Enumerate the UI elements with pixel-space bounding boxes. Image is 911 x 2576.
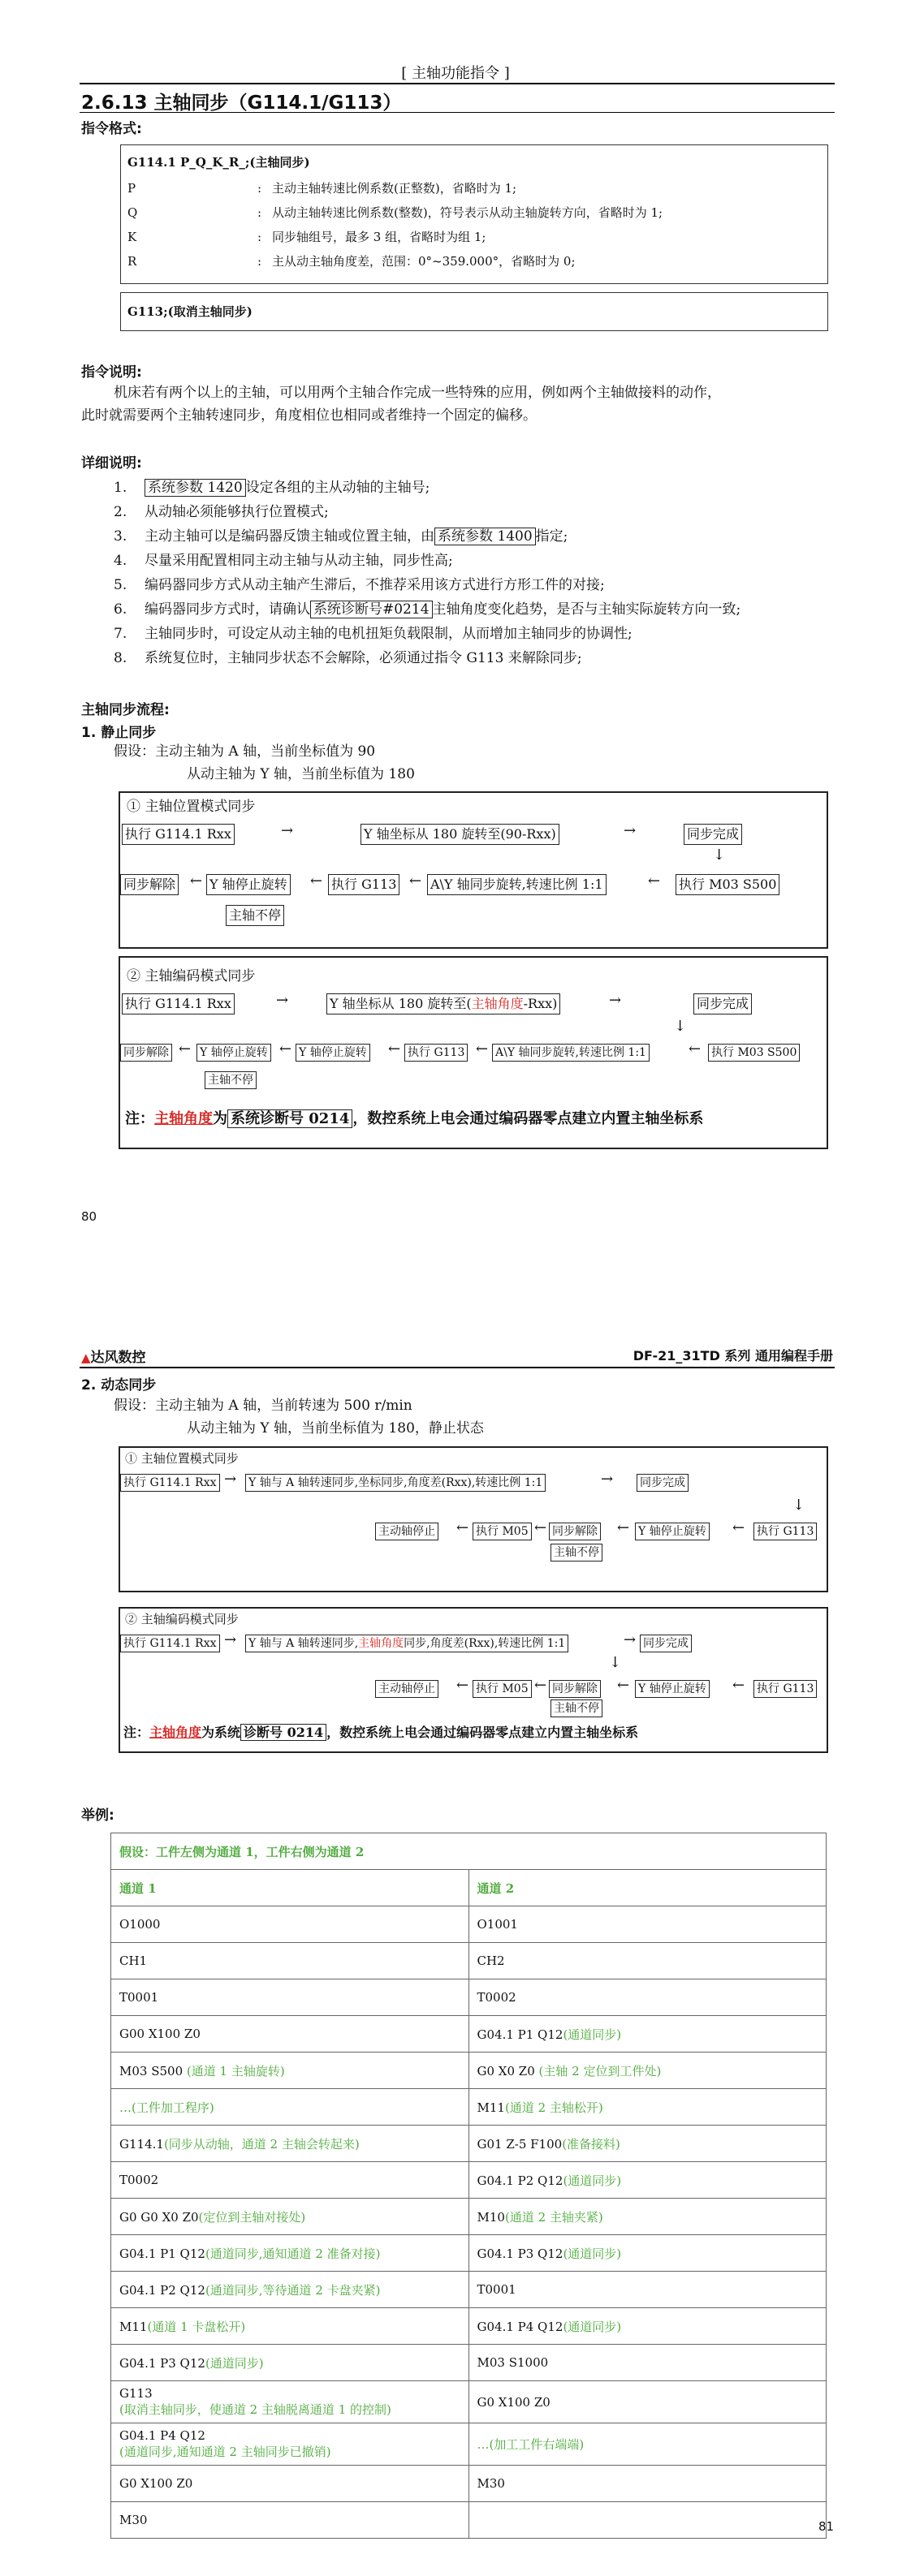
- table-cell: T0001: [111, 1979, 469, 2016]
- arrow-right-icon: →: [609, 992, 622, 1009]
- flow-label: 主轴同步流程:: [81, 702, 170, 718]
- flow-step: 同步完成: [693, 993, 752, 1014]
- desc-text-1: 机床若有两个以上的主轴，可以用两个主轴合作完成一些特殊的应用，例如两个主轴做接料的动作，: [114, 385, 721, 401]
- flow-step: A\Y 轴同步旋转,转速比例 1:1: [492, 1044, 650, 1062]
- table-cell: O1000: [111, 1906, 469, 1943]
- flow-step: 主动轴停止: [375, 1680, 438, 1698]
- format-box: [120, 144, 828, 284]
- flow-step: 同步完成: [640, 1635, 692, 1652]
- table-row: [111, 2089, 827, 2126]
- flow-step: 执行 G114.1 Rxx: [122, 824, 235, 845]
- table-cell: M30: [468, 2466, 827, 2502]
- static-assume-2: 从动主轴为 Y 轴，当前坐标值为 180: [187, 766, 415, 782]
- table-cell: T0002: [111, 2162, 469, 2199]
- table-row: [111, 2199, 827, 2235]
- column-header: 通道 1: [111, 1870, 469, 1906]
- list-item: 7. 主轴同步时，可设定从动主轴的电机扭矩负载限制，从而增加主轴同步的协调性;: [114, 626, 633, 642]
- flow-note: 主轴不停: [226, 905, 284, 926]
- flow-title: ① 主轴位置模式同步: [125, 1451, 239, 1466]
- flow-step: 执行 G113: [328, 874, 399, 895]
- flow-note: 主轴不停: [550, 1544, 602, 1562]
- flow-step: 主动轴停止: [375, 1523, 438, 1540]
- table-cell: G04.1 P1 Q12(通道同步,通知通道 2 准备对接): [111, 2235, 469, 2272]
- table-row: [111, 2466, 827, 2502]
- list-item: 4. 尽量采用配置相同主动主轴与从动主轴，同步性高;: [114, 553, 453, 569]
- flow-step: Y 轴与 A 轴转速同步,主轴角度同步,角度差(Rxx),转速比例 1:1: [245, 1635, 568, 1652]
- arrow-left-icon: ←: [179, 1040, 192, 1058]
- chapter-header: [ 主轴功能指令 ]: [401, 65, 510, 82]
- arrow-left-icon: ←: [190, 872, 203, 890]
- example-label: 举例:: [81, 1807, 114, 1824]
- flow-step: Y 轴坐标从 180 旋转至(90-Rxx): [361, 824, 559, 845]
- table-cell: G04.1 P1 Q12(通道同步): [468, 2016, 827, 2053]
- table-cell: G04.1 P3 Q12(通道同步): [468, 2235, 827, 2272]
- manual-title: DF-21_31TD 系列 通用编程手册: [633, 1348, 833, 1363]
- flow-step: 执行 M03 S500: [676, 874, 779, 895]
- flow-step: 同步完成: [637, 1474, 689, 1492]
- arrow-left-icon: ←: [732, 1677, 745, 1694]
- arrow-left-icon: ←: [456, 1677, 469, 1694]
- format-row-r: R : 主从动主轴角度差，范围：0°~359.000°，省略时为 0;: [127, 254, 576, 269]
- flow-step: Y 轴停止旋转: [206, 874, 291, 895]
- table-row: [111, 2126, 827, 2162]
- arrow-left-icon: ←: [617, 1519, 630, 1536]
- list-item: 2. 从动轴必须能够执行位置模式;: [114, 504, 329, 520]
- page-number: 81: [818, 2519, 835, 2534]
- table-row: [111, 2053, 827, 2089]
- flow-step: 执行 G114.1 Rxx: [122, 993, 235, 1014]
- arrow-right-icon: →: [601, 1471, 614, 1488]
- table-cell: [468, 2502, 827, 2539]
- header-rule: [80, 1367, 835, 1368]
- flow-dyn-encoder-mode: [119, 1607, 828, 1753]
- table-cell: G04.1 P2 Q12(通道同步,等待通道 2 卡盘夹紧): [111, 2272, 469, 2308]
- desc-text-2: 此时就需要两个主轴转速同步，角度相位也相同或者维持一个固定的偏移。: [81, 407, 537, 424]
- detail-label: 详细说明:: [81, 455, 142, 472]
- table-cell: G0 G0 X0 Z0(定位到主轴对接处): [111, 2199, 469, 2235]
- flow-title: ② 主轴编码模式同步: [127, 968, 256, 984]
- flow-step: 执行 G113: [404, 1044, 468, 1062]
- arrow-left-icon: ←: [279, 1040, 292, 1058]
- list-item: 8. 系统复位时，主轴同步状态不会解除，必须通过指令 G113 来解除同步;: [114, 650, 582, 666]
- cancel-box: [120, 292, 828, 331]
- list-item: 5. 编码器同步方式从动主轴产生滞后，不推荐采用该方式进行方形工件的对接;: [114, 577, 605, 593]
- desc-label: 指令说明:: [81, 364, 142, 381]
- flow-step: 执行 M03 S500: [708, 1044, 800, 1062]
- flow-note: 主轴不停: [550, 1699, 602, 1717]
- flow-step: 执行 G113: [753, 1523, 817, 1540]
- flow-dyn-position-mode: [119, 1446, 828, 1592]
- arrow-right-icon: →: [224, 1471, 237, 1488]
- flow-encoder-mode: [119, 956, 828, 1149]
- arrow-left-icon: ←: [310, 872, 323, 890]
- brand-logo: ▲达风数控: [81, 1350, 146, 1366]
- table-row: [111, 2016, 827, 2053]
- arrow-down-icon: ↓: [609, 1654, 622, 1671]
- arrow-down-icon: ↓: [674, 1018, 687, 1035]
- flow-step: 执行 G114.1 Rxx: [120, 1635, 220, 1652]
- list-item: 6. 编码器同步方式时，请确认 系统诊断号#0214 主轴角度变化趋势，是否与主轴实际旋转方向一致;: [114, 601, 741, 618]
- arrow-down-icon: ↓: [792, 1497, 805, 1514]
- table-cell: G113 (取消主轴同步，使通道 2 主轴脱离通道 1 的控制): [111, 2381, 469, 2423]
- flow-step: 执行 M05: [473, 1680, 532, 1698]
- dyn-assume-1: 假设：主动主轴为 A 轴，当前转速为 500 r/min: [114, 1398, 412, 1414]
- flow-step: Y 轴坐标从 180 旋转至(主轴角度-Rxx): [326, 993, 560, 1014]
- table-row: [111, 2502, 827, 2539]
- triangle-logo-icon: ▲: [81, 1350, 91, 1365]
- arrow-left-icon: ←: [732, 1519, 745, 1536]
- dynamic-sync-label: 2. 动态同步: [81, 1377, 157, 1394]
- cancel-text: G113;(取消主轴同步): [127, 304, 253, 319]
- table-cell: G04.1 P2 Q12(通道同步): [468, 2162, 827, 2199]
- arrow-left-icon: ←: [617, 1677, 630, 1694]
- flow-step: 同步完成: [684, 824, 742, 845]
- table-row: [111, 2272, 827, 2308]
- list-item: 3. 主动主轴可以是编码器反馈主轴或位置主轴，由 系统参数 1400 指定;: [114, 528, 568, 545]
- list-item: 1. 系统参数 1420 设定各组的主从动轴的主轴号;: [114, 480, 430, 496]
- section-title: 2.6.13 主轴同步（G114.1/G113）: [81, 93, 402, 114]
- static-sync-label: 1. 静止同步: [81, 725, 157, 741]
- flow-step: 执行 G114.1 Rxx: [120, 1474, 220, 1492]
- flow-footnote: 注：主轴角度为系统 诊断号 0214 ，数控系统上电会通过编码器零点建立内置主轴坐标系: [123, 1725, 639, 1740]
- flow-step: 同步解除: [120, 1044, 172, 1062]
- arrow-left-icon: ←: [689, 1040, 702, 1058]
- table-header: 假设：工件左侧为通道 1，工件右侧为通道 2: [111, 1833, 827, 1870]
- table-cell: G114.1(同步从动轴，通道 2 主轴会转起来): [111, 2126, 469, 2162]
- flow-step: 同步解除: [549, 1523, 601, 1540]
- arrow-left-icon: ←: [476, 1040, 489, 1058]
- flow-title: ② 主轴编码模式同步: [125, 1612, 239, 1626]
- table-row: [111, 2235, 827, 2272]
- table-cell: T0002: [468, 1979, 827, 2016]
- format-row-q: Q : 从动主轴转速比例系数(整数)，符号表示从动主轴旋转方向，省略时为 1;: [127, 205, 663, 220]
- column-header: 通道 2: [468, 1870, 827, 1906]
- table-cell: M03 S1000: [468, 2345, 827, 2381]
- table-cell: O1001: [468, 1906, 827, 1943]
- flow-step: 同步解除: [120, 874, 179, 895]
- flow-step: 执行 G113: [753, 1680, 817, 1698]
- table-cell: G0 X0 Z0 (主轴 2 定位到工件处): [468, 2053, 827, 2089]
- flow-footnote: 注：主轴角度为 系统诊断号 0214 ，数控系统上电会通过编码器零点建立内置主轴坐标系: [125, 1110, 704, 1127]
- flow-note: 主轴不停: [205, 1071, 257, 1089]
- arrow-left-icon: ←: [534, 1677, 547, 1694]
- arrow-right-icon: →: [624, 1631, 637, 1648]
- table-cell: M03 S500 (通道 1 主轴旋转): [111, 2053, 469, 2089]
- arrow-right-icon: →: [276, 992, 289, 1009]
- format-title: G114.1 P_Q_K_R_;(主轴同步): [127, 155, 310, 170]
- arrow-left-icon: ←: [648, 872, 661, 890]
- arrow-right-icon: →: [624, 822, 637, 839]
- table-cell: M11(通道 2 主轴松开): [468, 2089, 827, 2126]
- table-cell: G04.1 P3 Q12(通道同步): [111, 2345, 469, 2381]
- arrow-down-icon: ↓: [713, 846, 726, 864]
- flow-step: Y 轴停止旋转: [296, 1044, 370, 1062]
- example-table: [110, 1833, 827, 2539]
- table-cell: T0001: [468, 2272, 827, 2308]
- table-row: [111, 2423, 827, 2466]
- header-rule: [80, 83, 835, 84]
- flow-step: Y 轴与 A 轴转速同步,坐标同步,角度差(Rxx),转速比例 1:1: [245, 1474, 546, 1492]
- table-row: [111, 1979, 827, 2016]
- arrow-right-icon: →: [224, 1631, 237, 1648]
- arrow-left-icon: ←: [534, 1519, 547, 1536]
- dyn-assume-2: 从动主轴为 Y 轴，当前坐标值为 180，静止状态: [187, 1420, 484, 1437]
- table-cell: …(工件加工程序): [111, 2089, 469, 2126]
- table-cell: G00 X100 Z0: [111, 2016, 469, 2053]
- table-cell: G0 X100 Z0: [111, 2466, 469, 2502]
- flow-step: Y 轴停止旋转: [196, 1044, 271, 1062]
- table-cell: G01 Z-5 F100(准备接料): [468, 2126, 827, 2162]
- table-row: [111, 2162, 827, 2199]
- flow-step: Y 轴停止旋转: [635, 1680, 710, 1698]
- flow-position-mode: [119, 791, 828, 949]
- static-assume-1: 假设：主动主轴为 A 轴，当前坐标值为 90: [114, 743, 376, 760]
- arrow-left-icon: ←: [456, 1519, 469, 1536]
- flow-title: ① 主轴位置模式同步: [127, 799, 256, 815]
- table-cell: CH1: [111, 1943, 469, 1979]
- format-row-k: K : 同步轴组号，最多 3 组，省略时为组 1;: [127, 230, 486, 244]
- format-row-p: P : 主动主轴转速比例系数(正整数)，省略时为 1;: [127, 181, 517, 196]
- table-cell: M11(通道 1 卡盘松开): [111, 2308, 469, 2345]
- table-cell: M30: [111, 2502, 469, 2539]
- flow-step: 同步解除: [549, 1680, 601, 1698]
- arrow-left-icon: ←: [409, 872, 422, 890]
- table-row: [111, 2345, 827, 2381]
- table-cell: G04.1 P4 Q12 (通道同步,通知通道 2 主轴同步已撤销): [111, 2423, 469, 2466]
- table-cell: …(加工工件右端端): [468, 2423, 827, 2466]
- arrow-left-icon: ←: [388, 1040, 401, 1058]
- table-cell: G04.1 P4 Q12(通道同步): [468, 2308, 827, 2345]
- flow-step: Y 轴停止旋转: [635, 1523, 710, 1540]
- flow-step: A\Y 轴同步旋转,转速比例 1:1: [427, 874, 607, 895]
- table-row: [111, 2381, 827, 2423]
- table-cell: M10(通道 2 主轴夹紧): [468, 2199, 827, 2235]
- flow-step: 执行 M05: [473, 1523, 532, 1540]
- table-row: [111, 2308, 827, 2345]
- arrow-right-icon: →: [281, 822, 294, 839]
- format-label: 指令格式:: [81, 121, 142, 137]
- table-row: [111, 1906, 827, 1943]
- table-row: [111, 1943, 827, 1979]
- page-number: 80: [81, 1209, 97, 1224]
- table-cell: CH2: [468, 1943, 827, 1979]
- table-cell: G0 X100 Z0: [468, 2381, 827, 2423]
- title-rule: [80, 112, 835, 113]
